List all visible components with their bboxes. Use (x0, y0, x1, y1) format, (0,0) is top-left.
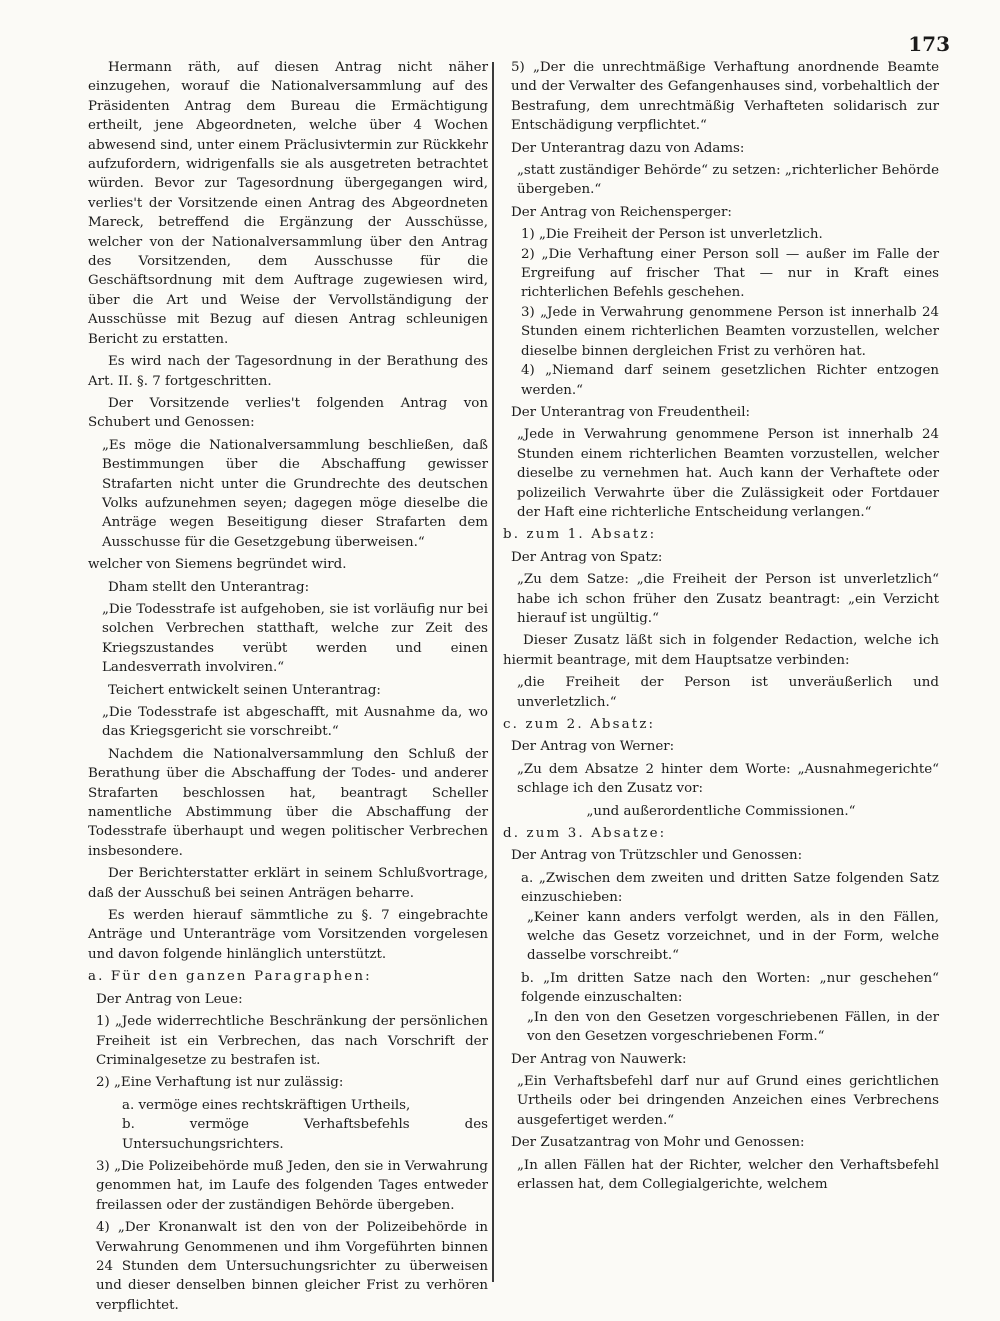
quote: „Es möge die Nationalversammlung beschließen, daß Bestimmungen über die Abschaffung gewisser Strafarten nicht unter die Grundrechte des deutschen Volks aufzunehmen seyen; dagegen möge dieselbe die Anträge wegen Beseitigung dieser Strafarten dem Ausschusse für die Gesetzgebung überweisen.“ (102, 437, 488, 550)
quote: „In allen Fällen hat der Richter, welcher den Verhaftsbefehl erlassen hat, dem Collegialgerichte, welchem (517, 1157, 939, 1192)
list-item: 4) „Der Kronanwalt ist den von der Polizeibehörde in Verwahrung Genommenen und ihm Vorgeführten binnen 24 Stunden dem Untersuchungsrichter zu überweisen und dieser denselben binnen gleicher Frist zu verhören verpflichtet. (96, 1220, 488, 1313)
paragraph: Es wird nach der Tagesordnung in der Berathung des Art. II. §. 7 fortgeschritten. (88, 354, 488, 389)
list-item: 1) „Die Freiheit der Person ist unverletzlich. (521, 227, 823, 243)
list-item: 2) „Die Verhaftung einer Person soll — außer im Falle der Ergreifung auf frischer That — nur in Kraft eines richterlichen Befehls geschehen. (521, 246, 939, 301)
list-item: 4) „Niemand darf seinem gesetzlichen Richter entzogen werden.“ (521, 363, 939, 398)
section-heading: c. zum 2. Absatz: (503, 717, 656, 732)
section-heading: b. zum 1. Absatz: (503, 527, 657, 543)
quote: „In den von den Gesetzen vorgeschriebenen Fällen, in der von den Gesetzen vorgeschriebenen Form.“ (527, 1009, 939, 1045)
paragraph: Hermann räth, auf diesen Antrag nicht näher einzugehen, worauf die Nationalversammlung auf des Präsidenten Antrag dem Bureau die Ermächtigung ertheilt, jene Abgeordneten, welche über 4 Wochen abwesend sind, unter einem Präclusivtermin zur Rückkehr aufzufordern, widrigenfalls sie als ausgetreten betrachtet würden. Bevor zur Tagesordnung übergegangen wird, verlies't der Vorsitzende einen Antrag des Abgeordneten Mareck, betreffend die Ergänzung der Ausschüsse, welcher von der Nationalversammlung über den Antrag des Vorsitzenden, dem Ausschusse für die Geschäftsordnung mit dem Auftrage zugewiesen wird, über die Art und Weise der Vervollständigung der Ausschüsse mit Bezug auf diesen Antrag schleunigen Bericht zu erstatten. (88, 60, 488, 347)
sub-list-item: a. vermöge eines rechtskräftigen Urtheils, (122, 1097, 411, 1113)
page-number: 173 (908, 32, 950, 56)
quote: „Zu dem Satze: „die Freiheit der Person ist unverletzlich“ habe ich schon früher den Zusatz beantragt: „ein Verzicht hierauf ist ungültig.“ (517, 572, 939, 626)
motion-heading: Der Antrag von Spatz: (511, 549, 663, 565)
paragraph: Der Berichterstatter erklärt in seinem Schlußvortrage, daß der Ausschuß bei seinen Anträgen beharre. (88, 866, 488, 901)
right-column (503, 58, 939, 1194)
paragraph: Teichert entwickelt seinen Unterantrag: (108, 682, 381, 698)
paragraph: welcher von Siemens begründet wird. (88, 557, 347, 573)
motion-heading: Der Unterantrag von Freudentheil: (511, 404, 751, 420)
motion-heading: Der Antrag von Werner: (511, 739, 675, 755)
quote: „statt zuständiger Behörde“ zu setzen: „richterlicher Behörde übergeben.“ (517, 163, 939, 198)
list-item: 3) „Die Polizeibehörde muß Jeden, den sie in Verwahrung genommen hat, im Laufe des folgenden Tages entweder freilassen oder der zuständigen Behörde übergeben. (96, 1158, 488, 1213)
section-heading: d. zum 3. Absatze: (503, 826, 667, 842)
quote: „Jede in Verwahrung genommene Person ist innerhalb 24 Stunden einem richterlichen Beamten vorzustellen, welcher dieselbe zu vernehmen hat. Auch kann der Verhaftete oder polizeilich Verwahrte über die Zulässigkeit oder Fortdauer der Haft eine richterliche Entscheidung verlangen.“ (517, 427, 939, 520)
paragraph: Es werden hierauf sämmtliche zu §. 7 eingebrachte Anträge und Unteranträge vom Vorsitzenden vorgelesen und davon folgende hinlänglich unterstützt. (88, 908, 488, 962)
list-item: 2) „Eine Verhaftung ist nur zulässig: (96, 1075, 344, 1091)
paragraph: Dieser Zusatz läßt sich in folgender Redaction, welche ich hiermit beantrage, mit dem Hauptsatze verbinden: (503, 633, 939, 668)
paragraph: Dham stellt den Unterantrag: (108, 579, 310, 595)
paragraph: Nachdem die Nationalversammlung den Schluß der Berathung über die Abschaffung der Todes- und anderer Strafarten beschlossen hat, beantragt Scheller namentliche Abstimmung über die Abschaffung der Todesstrafe überhaupt und wegen politischer Verbrechen insbesondere. (88, 746, 488, 859)
list-item: 3) „Jede in Verwahrung genommene Person ist innerhalb 24 Stunden einem richterlichen Beamten vorzustellen, welcher dieselbe binnen dergleichen Frist zu verhören hat. (521, 304, 939, 359)
paragraph: Der Vorsitzende verlies't folgenden Antrag von Schubert und Genossen: (88, 395, 488, 431)
quote: „Die Todesstrafe ist aufgehoben, sie ist vorläufig nur bei solchen Verbrechen statthaft, welche zur Zeit des Kriegszustandes verübt werden und einen Landesverrath involviren.“ (102, 601, 488, 676)
motion-heading: Der Zusatzantrag von Mohr und Genossen: (511, 1135, 805, 1151)
list-item: 5) „Der die unrechtmäßige Verhaftung anordnende Beamte und der Verwalter des Gefangenhauses sind, vorbehaltlich der Bestrafung, dem unrechtmäßig Verhafteten solidarisch zur Entschädigung verpflichtet.“ (511, 60, 939, 134)
quote: „die Freiheit der Person ist unveräußerlich und unverletzlich.“ (517, 675, 939, 710)
section-heading: a. Für den ganzen Paragraphen: (88, 969, 372, 985)
column-rule (492, 62, 494, 1282)
sub-list-item: b. vermöge Verhaftsbefehls des Untersuchungsrichters. (122, 1117, 488, 1152)
motion-heading: Der Antrag von Reichensperger: (511, 204, 732, 220)
list-item: a. „Zwischen dem zweiten und dritten Satze folgenden Satz einzuschieben: (521, 870, 939, 906)
quote: „Keiner kann anders verfolgt werden, als in den Fällen, welche das Gesetz vorzeichnet, und in der Form, welche dasselbe vorschreibt.“ (527, 909, 939, 964)
motion-heading: Der Antrag von Leue: (96, 991, 243, 1007)
motion-heading: Der Unterantrag dazu von Adams: (511, 140, 745, 156)
quote: „Die Todesstrafe ist abgeschafft, mit Ausnahme da, wo das Kriegsgericht sie vorschreibt.“ (102, 705, 488, 740)
list-item: 1) „Jede widerrechtliche Beschränkung der persönlichen Freiheit ist ein Verbrechen, das nach Vorschrift der Criminalgesetze zu bestrafen ist. (96, 1014, 488, 1068)
motion-heading: Der Antrag von Nauwerk: (511, 1051, 687, 1067)
left-column (88, 58, 488, 1318)
quote: „Ein Verhaftsbefehl darf nur auf Grund eines gerichtlichen Urtheils oder bei dringenden Anzeichen eines Verbrechens ausgefertiget werden.“ (517, 1073, 939, 1128)
quote-centered: „und außerordentliche Commissionen.“ (586, 803, 856, 819)
motion-heading: Der Antrag von Trützschler und Genossen: (511, 848, 803, 864)
list-item: b. „Im dritten Satze nach den Worten: „nur geschehen“ folgende einzuschalten: (521, 970, 939, 1006)
quote: „Zu dem Absatze 2 hinter dem Worte: „Ausnahmegerichte“ schlage ich den Zusatz vor: (517, 761, 939, 797)
